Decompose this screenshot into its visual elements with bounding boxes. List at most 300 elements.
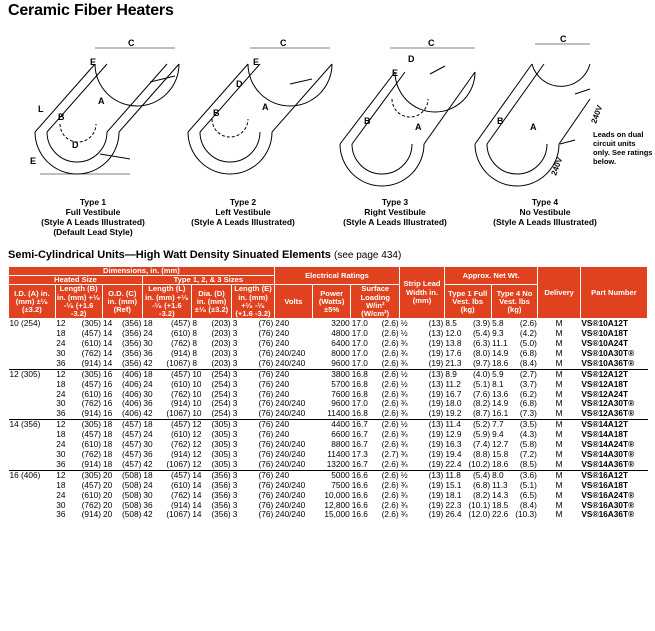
wt-kg: (7.2) [519, 449, 537, 459]
value-mm: (457) [81, 479, 102, 490]
id-value: 10 [9, 318, 19, 329]
id-cell [9, 460, 56, 470]
volts-cell: 240 [275, 378, 290, 389]
value-mm: (305) [211, 458, 231, 469]
value-in: 3 [232, 509, 238, 520]
value-in: 18 [56, 429, 66, 440]
id-cell [9, 329, 56, 339]
dim-cell [55, 359, 102, 369]
delivery-cell: M [555, 328, 563, 339]
loading-cm: (2.6) [381, 347, 399, 358]
value-in: 3 [232, 408, 238, 419]
table-header [9, 267, 648, 319]
strip-mm: (19) [428, 388, 444, 399]
strip-in: ¾ [400, 449, 408, 459]
value-mm: (76) [258, 469, 274, 480]
strip-in: ¾ [400, 398, 408, 409]
delivery-cell: M [555, 439, 563, 450]
value-mm: (356) [122, 347, 142, 358]
value-in: 18 [103, 419, 113, 430]
table-row [9, 510, 648, 520]
part-number-cell: VS®12A18T [581, 378, 629, 389]
value-in: 3 [232, 489, 238, 500]
loading-cm: (2.6) [381, 357, 399, 368]
loading-in: 16.6 [351, 479, 368, 490]
loading-in: 16.7 [351, 429, 368, 440]
strip-cell [400, 409, 445, 419]
voltage-label-top: 240V [589, 104, 605, 125]
volts-cell: 240 [274, 420, 312, 430]
value-in: 36 [56, 458, 66, 469]
loading-cm: (2.6) [381, 378, 399, 389]
wt-lbs: 19.4 [445, 449, 462, 459]
value-in: 42 [143, 458, 153, 469]
value-in: 18 [103, 429, 113, 440]
value-mm: (203) [211, 347, 231, 358]
dim-cell [191, 409, 231, 419]
value-in: 3 [232, 458, 238, 469]
wt-kg: (5.8) [519, 439, 537, 450]
power-cell: 3200 [313, 319, 351, 329]
value-in: 18 [143, 368, 153, 379]
value-mm: (610) [81, 388, 102, 399]
table-body [9, 319, 648, 521]
loading-cm: (2.6) [381, 489, 399, 500]
label-c-3: C [428, 38, 435, 48]
wt-kg: (4.3) [519, 429, 537, 440]
th-length-l: Length (L) in. (mm) +¹⁄₈ -¹⁄₈ (+1.6 -3.2) [142, 285, 191, 319]
loading-in: 17.0 [351, 347, 368, 358]
id-cell [9, 491, 56, 501]
value-in: 36 [56, 509, 66, 520]
value-mm: (457) [170, 368, 191, 379]
th-strip: Strip Lead Width in. (mm) [400, 267, 445, 319]
value-in: 12 [56, 419, 66, 430]
value-in: 10 [192, 408, 202, 419]
type4-drawing [475, 44, 590, 186]
th-dia-d: Dia. (D) in. (mm) ±¹⁄₈ (±3.2) [191, 285, 231, 319]
value-in: 20 [103, 469, 113, 480]
volts-cell: 240/240 [275, 439, 306, 450]
value-mm: (762) [170, 338, 191, 349]
part-number-cell: VS®14A30T® [581, 449, 635, 459]
value-mm: (457) [170, 469, 191, 480]
value-in: 20 [103, 509, 113, 520]
value-in: 30 [56, 499, 66, 510]
th-volts: Volts [274, 285, 312, 319]
loading-in: 17.3 [351, 449, 368, 459]
volts-cell: 240/240 [275, 499, 306, 510]
value-mm: (914) [170, 499, 191, 510]
id-value: 14 [9, 419, 19, 430]
wt-kg: (8.5) [519, 458, 537, 469]
value-mm: (406) [122, 388, 142, 399]
th-heated-size: Heated Size [9, 276, 143, 285]
wt-lbs: 12.9 [445, 429, 462, 440]
value-mm: (76) [258, 479, 274, 490]
loading-cm: (2.6) [381, 338, 399, 349]
type4-wt-cell [491, 359, 538, 369]
strip-mm: (19) [428, 458, 444, 469]
loading-cell [351, 460, 400, 470]
value-mm: (254) [211, 398, 231, 409]
strip-mm: (19) [428, 479, 444, 490]
value-in: 3 [232, 378, 238, 389]
value-in: 3 [232, 357, 238, 368]
type2-drawing [188, 48, 332, 174]
type1-wt-cell [444, 460, 491, 470]
power-cell: 4800 [331, 328, 350, 339]
strip-in: ¾ [400, 458, 408, 469]
part-number-cell: VS®16A30T® [581, 499, 635, 510]
th-od: O.D. (C) in. (mm) (Ref) [102, 285, 142, 319]
dim-cell [142, 409, 191, 419]
value-mm: (203) [211, 338, 231, 349]
value-in: 14 [103, 338, 113, 349]
strip-in: ¾ [400, 429, 408, 440]
dim-cell [232, 359, 275, 369]
value-mm: (76) [258, 509, 274, 520]
loading-in: 17.0 [351, 338, 368, 349]
delivery-cell: M [555, 347, 563, 358]
part-number-cell: VS®12A30T® [581, 398, 635, 409]
delivery-cell: M [555, 357, 563, 368]
wt-kg: (6.5) [519, 489, 537, 500]
value-mm: (76) [258, 328, 274, 339]
strip-in: ¾ [400, 357, 408, 368]
label-c-4: C [560, 34, 567, 44]
strip-in: ½ [400, 328, 408, 339]
value-mm: (76) [258, 429, 274, 440]
type4-sub1: (Style A Leads Illustrated) [493, 217, 597, 227]
dim-cell [142, 359, 191, 369]
value-mm: (508) [122, 479, 142, 490]
value-in: 20 [103, 499, 113, 510]
value-in: 12 [192, 458, 202, 469]
power-cell: 8000 [331, 347, 350, 358]
wt-lbs: 18.6 [492, 357, 509, 368]
volts-cell: 240 [274, 369, 312, 379]
value-in: 3 [232, 479, 238, 490]
wt-lbs: 8.0 [492, 469, 504, 480]
type4-desc: No Vestibule [519, 207, 571, 217]
strip-mm: (19) [428, 509, 444, 520]
loading-in: 16.8 [351, 388, 368, 399]
label-a-1: A [98, 96, 105, 106]
value-mm: (914) [170, 347, 191, 358]
loading-in: 16.8 [351, 378, 368, 389]
volts-cell: 240/240 [275, 509, 306, 520]
value-mm: (457) [170, 318, 191, 329]
type1-wt-cell [444, 359, 491, 369]
value-mm: (1067) [166, 408, 191, 419]
value-mm: (610) [170, 429, 191, 440]
power-cell: 11400 [327, 449, 350, 459]
wt-lbs: 13.6 [492, 388, 509, 399]
delivery-cell: M [555, 509, 563, 520]
strip-mm: (19) [428, 439, 444, 450]
value-mm: (254) [211, 408, 231, 419]
value-mm: (610) [81, 338, 102, 349]
dim-cell [55, 510, 102, 520]
label-d-2: D [236, 79, 243, 89]
value-mm: (762) [81, 398, 102, 409]
delivery-cell: M [555, 398, 563, 409]
dim-cell [55, 460, 102, 470]
loading-cm: (2.6) [381, 368, 399, 379]
strip-cell [400, 359, 445, 369]
part-number-cell: VS®10A30T® [581, 347, 635, 358]
value-mm: (508) [122, 469, 142, 480]
loading-cm: (2.6) [381, 458, 399, 469]
strip-mm: (19) [428, 398, 444, 409]
loading-cm: (2.6) [381, 318, 399, 329]
value-in: 30 [143, 439, 153, 450]
id-cell [9, 481, 56, 491]
wt-lbs: 14.3 [492, 489, 509, 500]
id-cell [9, 450, 56, 460]
type1-sub1: (Style A Leads Illustrated) [41, 217, 145, 227]
wt-kg: (7.6) [473, 388, 491, 399]
loading-cm: (2.6) [381, 419, 399, 430]
part-number-cell: VS®12A36T® [581, 408, 635, 419]
label-e-1: E [30, 156, 37, 166]
value-in: 3 [232, 429, 238, 440]
strip-in: ¾ [400, 499, 408, 510]
wt-lbs: 11.3 [492, 479, 508, 490]
value-mm: (457) [170, 419, 191, 430]
value-in: 18 [103, 439, 113, 450]
value-mm: (914) [170, 449, 191, 459]
value-in: 3 [232, 338, 238, 349]
wt-kg: (5.4) [473, 328, 491, 339]
wt-lbs: 16.3 [445, 439, 462, 450]
value-in: 36 [56, 357, 66, 368]
value-mm: (76) [258, 439, 274, 450]
power-cell: 5000 [313, 470, 351, 480]
value-mm: (76) [258, 458, 274, 469]
strip-mm: (13) [428, 469, 444, 480]
loading-cm: (2.6) [381, 328, 399, 339]
wt-kg: (10.2) [468, 458, 491, 469]
strip-in: ¾ [400, 338, 408, 349]
dim-cell [142, 460, 191, 470]
dim-cell [191, 510, 231, 520]
strip-mm: (19) [428, 357, 444, 368]
value-in: 18 [143, 469, 153, 480]
value-mm: (406) [122, 378, 142, 389]
value-in: 3 [232, 347, 238, 358]
value-in: 12 [56, 368, 66, 379]
wt-kg: (6.8) [519, 398, 537, 409]
wt-kg: (7.3) [519, 408, 537, 419]
wt-lbs: 9.3 [492, 328, 504, 339]
loading-cell [351, 409, 400, 419]
section-ref: (see page 434) [334, 250, 402, 261]
loading-in: 16.6 [351, 489, 368, 500]
th-types-sizes: Type 1, 2, & 3 Sizes [142, 276, 274, 285]
loading-cm: (2.6) [381, 398, 399, 409]
strip-in: ¾ [400, 509, 408, 520]
dim-cell [102, 409, 142, 419]
value-in: 18 [56, 328, 66, 339]
id-cell [9, 359, 56, 369]
type1-wt-cell [444, 510, 491, 520]
id-value: 16 [9, 469, 19, 480]
specs-table [8, 266, 648, 520]
wt-lbs: 22.3 [445, 499, 462, 510]
wt-kg: (4.2) [519, 328, 537, 339]
value-in: 18 [56, 479, 66, 490]
id-cell [9, 369, 56, 379]
strip-in: ¾ [400, 388, 408, 399]
value-mm: (76) [258, 318, 274, 329]
value-mm: (1067) [166, 357, 191, 368]
label-a-2: A [262, 102, 269, 112]
section-title [8, 249, 401, 261]
label-b-1: B [58, 112, 65, 122]
wt-lbs: 8.9 [445, 368, 457, 379]
loading-in: 17.0 [351, 357, 368, 368]
value-in: 8 [192, 328, 197, 339]
value-in: 14 [192, 479, 202, 490]
value-mm: (457) [81, 429, 102, 440]
th-length-e: Length (E) in. (mm) +¹⁄₈ -¹⁄₈ (+1.6 -3.2) [232, 285, 275, 319]
value-in: 14 [103, 347, 113, 358]
value-in: 10 [192, 398, 202, 409]
wt-lbs: 16.7 [445, 388, 462, 399]
value-in: 3 [232, 469, 238, 480]
label-e-3: E [392, 68, 399, 78]
strip-mm: (19) [428, 408, 444, 419]
label-b-3: B [364, 116, 371, 126]
type1-name: Type 1 [79, 197, 107, 207]
strip-in: ¾ [400, 489, 408, 500]
delivery-cell: M [538, 369, 581, 379]
table-row [9, 409, 648, 419]
value-mm: (254) [211, 378, 231, 389]
strip-mm: (19) [428, 499, 444, 510]
loading-in: 16.6 [351, 499, 368, 510]
value-mm: (356) [122, 357, 142, 368]
volts-cell: 240/240 [275, 357, 306, 368]
wt-kg: (5.2) [473, 419, 491, 430]
dim-cell [191, 460, 231, 470]
loading-in: 17.0 [351, 398, 368, 409]
delivery-cell: M [555, 479, 563, 490]
power-cell: 7600 [331, 388, 350, 399]
power-cell: 5700 [331, 378, 350, 389]
type2-caption [168, 197, 318, 227]
type1-desc: Full Vestibule [65, 207, 121, 217]
value-in: 3 [232, 499, 238, 510]
wt-lbs: 18.6 [492, 458, 509, 469]
label-a-4: A [530, 122, 537, 132]
wt-kg: (8.0) [473, 347, 491, 358]
id-cell [9, 349, 56, 359]
value-mm: (356) [122, 328, 142, 339]
part-number-cell: VS®14A12T [580, 420, 647, 430]
id-cell [9, 380, 56, 390]
wt-lbs: 12.7 [492, 439, 509, 450]
loading-cell [351, 359, 400, 369]
value-in: 3 [232, 419, 238, 430]
wt-kg: (9.7) [473, 357, 491, 368]
dim-cell [102, 510, 142, 520]
id-value: 12 [9, 368, 19, 379]
type4-wt-cell [491, 510, 538, 520]
value-in: 30 [143, 489, 153, 500]
wt-lbs: 8.5 [445, 318, 457, 329]
value-mm: (610) [81, 439, 102, 450]
power-cell: 12,800 [324, 499, 350, 510]
delivery-cell: M [555, 378, 563, 389]
strip-mm: (19) [428, 449, 444, 459]
power-cell: 13200 [326, 458, 350, 469]
value-mm: (610) [170, 378, 191, 389]
volts-cell: 240/240 [275, 449, 306, 459]
delivery-cell: M [538, 470, 581, 480]
wt-lbs: 12.0 [445, 328, 462, 339]
power-cell: 4400 [313, 420, 351, 430]
value-in: 24 [143, 429, 153, 440]
wt-kg: (8.2) [473, 489, 491, 500]
loading-cm: (2.6) [381, 479, 399, 490]
value-in: 12 [192, 419, 202, 430]
wt-lbs: 18.1 [445, 489, 462, 500]
strip-mm: (19) [428, 347, 444, 358]
part-number-cell: VS®16A18T [581, 479, 629, 490]
value-in: 12 [56, 469, 66, 480]
th-part-number: Part Number [580, 267, 647, 319]
wt-lbs: 22.6 [492, 509, 509, 520]
value-mm: (610) [81, 489, 102, 500]
wt-lbs: 9.4 [492, 429, 504, 440]
strip-mm: (13) [428, 328, 444, 339]
value-mm: (76) [258, 398, 274, 409]
type1-drawing [35, 48, 179, 174]
strip-in: ½ [400, 419, 408, 430]
part-number-cell: VS®16A24T® [581, 489, 635, 500]
value-in: 24 [56, 439, 66, 450]
value-mm: (457) [122, 449, 142, 459]
dim-cell [232, 409, 275, 419]
value-in: 16 [103, 398, 113, 409]
value-mm: (305) [81, 419, 102, 430]
id-mm: (254) [21, 318, 41, 329]
value-mm: (610) [170, 328, 191, 339]
wt-kg: (6.8) [519, 347, 537, 358]
value-mm: (356) [211, 479, 231, 490]
th-type1-wt: Type 1 Full Vest. lbs (kg) [444, 285, 491, 319]
wt-kg: (4.0) [473, 368, 491, 379]
id-mm: (356) [21, 419, 41, 430]
id-mm: (305) [21, 368, 41, 379]
value-in: 30 [56, 398, 66, 409]
strip-cell [400, 460, 445, 470]
wt-kg: (8.7) [473, 408, 491, 419]
id-cell [9, 319, 56, 329]
loading-cm: (2.7) [381, 449, 399, 459]
value-in: 30 [56, 449, 66, 459]
dim-cell [102, 359, 142, 369]
wt-kg: (5.9) [473, 429, 491, 440]
wt-lbs: 26.4 [445, 509, 462, 520]
value-mm: (254) [211, 388, 231, 399]
value-in: 3 [232, 449, 238, 459]
part-number-cell: VS®14A24T® [581, 439, 635, 450]
delivery-cell: M [555, 489, 563, 500]
